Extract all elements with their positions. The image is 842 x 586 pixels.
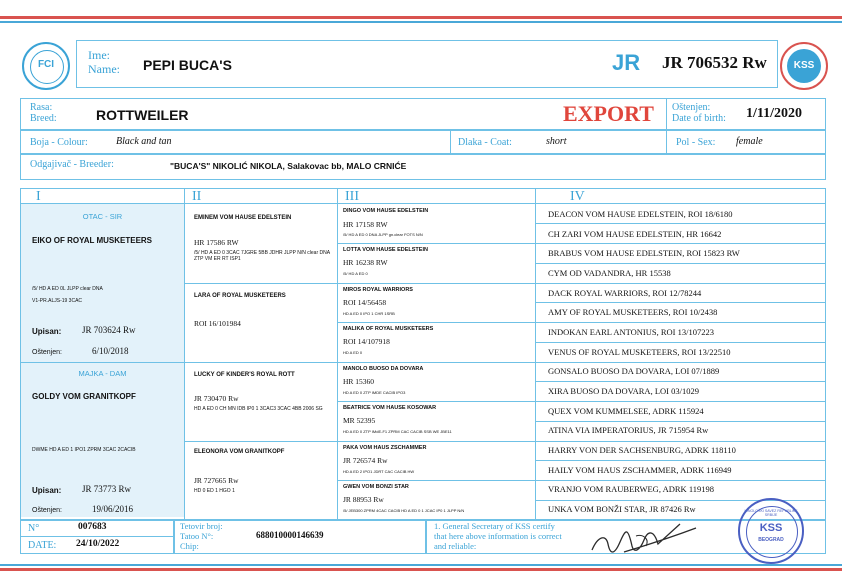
sire-health: /5/ HD A ED 0L JLPP clear DNA <box>32 286 103 292</box>
fci-logo-text: FCI <box>37 59 55 70</box>
colour-divider-1 <box>450 130 451 153</box>
gen3-reg-7: JR 726574 Rw <box>343 456 388 465</box>
column-header-3: III <box>345 189 359 204</box>
gen3-reg-3: ROI 14/56458 <box>343 298 387 307</box>
gen3-health-3: HD A ED 0 IPO 1 CHR 1SRB <box>343 311 395 316</box>
dam-reg-label: Upisan: <box>32 486 62 495</box>
jr-label: JR <box>612 50 641 75</box>
col-divider-3 <box>535 188 536 519</box>
sire-health-2: V1-PR.ALJS-19 3CAC <box>32 298 83 304</box>
gen3-name-5: MANOLO BUOSO DA DOVARA <box>343 366 424 372</box>
gen3-health-7: HD A ED 2 IPO1 JDRT CAC CACIB HW <box>343 469 415 474</box>
gen3-name-2: LOTTA VOM HAUSE EDELSTEIN <box>343 247 428 253</box>
sire-born: 6/10/2018 <box>92 346 129 356</box>
gen3-health-5: HD A ED 0 ZTP IMDE CACIB IPO3 <box>343 390 406 395</box>
footer-no-label: N° <box>28 523 40 534</box>
sire-dam-divider <box>20 362 825 363</box>
column-header-1: I <box>36 189 41 204</box>
gen4-entry-3: BRABUS VOM HAUSE EDELSTEIN, ROI 15823 RW <box>548 248 740 258</box>
stamp-kss: KSS <box>759 522 783 534</box>
gen4-divider-6 <box>535 421 825 422</box>
gen3-name-3: MIROS ROYAL WARRIORS <box>343 287 413 293</box>
gen4-divider-2 <box>535 263 825 264</box>
gen3-health-1: /5/ HD A ED 0 DNA JLPP gn.clear FOTS N/N <box>343 232 423 237</box>
coat-label: Dlaka - Coat: <box>458 137 512 148</box>
sire-born-label: Oštenjen: <box>32 349 62 356</box>
dam-health: DWME HD A ED 1 IPO1 ZPRM 3CAC 2CACIB <box>32 447 136 453</box>
footer-date: 24/10/2022 <box>76 539 120 549</box>
gen3-name-1: DINGO VOM HAUSE EDELSTEIN <box>343 208 429 214</box>
gen2-health-3: HD A ED 0 CH MN IDB IP0 1 3CAC3 3CAC 4BB 2006 SG <box>194 406 323 412</box>
breed-divider <box>666 98 667 129</box>
gen4-entry-9: GONSALO BUOSO DA DOVARA, LOI 07/1889 <box>548 366 720 376</box>
kss-logo-text: KSS <box>793 60 815 71</box>
gen3-health-4: HD A ED 0 <box>343 350 363 355</box>
sire-title: OTAC - SIR <box>82 212 123 221</box>
top-border-blue <box>0 21 842 23</box>
gen2-divider-1 <box>184 283 825 284</box>
top-border-red <box>0 16 842 19</box>
colour-value: Black and tan <box>116 136 172 147</box>
gen3-reg-4: ROI 14/107918 <box>343 337 390 346</box>
gen3-health-8: /5/ JEB300 ZPRM 4CAC CACIB HD A ED 0 1 JCAC IP0 1 JLPP N/N <box>343 508 465 513</box>
gen4-entry-13: HARRY VON DER SACHSENBURG, ADRK 118110 <box>548 445 736 455</box>
gen2-name-4: ELEONORA VOM GRANITKOPF <box>194 449 285 455</box>
name-label-1: Ime: <box>88 48 110 62</box>
gen4-divider-3 <box>535 302 825 303</box>
stamp-city: BEOGRAD <box>758 537 784 543</box>
chip-number: 688010000146639 <box>256 530 324 540</box>
gen4-entry-15: VRANJO VOM RAUBERWEG, ADRK 119198 <box>548 484 714 494</box>
signature-image <box>584 516 704 562</box>
dam-title: MAJKA - DAM <box>78 369 127 378</box>
gen4-entry-2: CH ZARI VOM HAUSE EDELSTEIN, HR 16642 <box>548 229 722 239</box>
gen2-reg-3: JR 730470 Rw <box>194 394 239 403</box>
column-header-4: IV <box>570 189 585 204</box>
gen4-entry-8: VENUS OF ROYAL MUSKETEERS, ROI 13/22510 <box>548 347 731 357</box>
gen3-divider-2 <box>337 322 825 323</box>
gen3-health-2: /5/ HD A ED 0 <box>343 271 368 276</box>
tattoo-label-2: Tatoo N°: <box>180 531 214 541</box>
stamp-org: KINOLOŠKI SAVEZ REPUBLIKE SRBIJE <box>744 509 798 517</box>
dob-value: 1/11/2020 <box>746 106 803 121</box>
parents-column-shade <box>21 204 184 517</box>
dam-born-label: Oštenjen: <box>32 507 62 514</box>
gen3-name-7: PAKA VOM HAUS ZSCHAMMER <box>343 445 427 451</box>
sex-label: Pol - Sex: <box>676 137 716 148</box>
cert-line-1: 1. General Secretary of KSS certify <box>434 521 555 531</box>
gen3-reg-1: HR 17158 RW <box>343 220 388 229</box>
dob-label-1: Oštenjen: <box>672 102 711 113</box>
breed-value: ROTTWEILER <box>96 107 189 123</box>
sire-reg-label: Upisan: <box>32 327 62 336</box>
registration-number: JR 706532 Rw <box>662 53 767 72</box>
dam-born: 19/06/2016 <box>92 504 134 514</box>
name-label-2: Name: <box>88 62 120 76</box>
cert-line-3: and reliable: <box>434 541 477 551</box>
gen4-divider-7 <box>535 460 825 461</box>
gen4-divider-1 <box>535 223 825 224</box>
gen4-divider-5 <box>535 381 825 382</box>
fci-logo <box>22 42 70 90</box>
col-divider-1 <box>184 188 185 519</box>
gen3-reg-2: HR 16238 RW <box>343 258 388 267</box>
breed-label-1: Rasa: <box>30 102 53 113</box>
gen3-reg-6: MR 52395 <box>343 416 376 425</box>
gen2-reg-1: HR 17586 RW <box>194 238 239 247</box>
footer-no: 007683 <box>78 522 107 532</box>
sex-value: female <box>736 136 763 147</box>
breeder-label: Odgajivač - Breeder: <box>30 159 114 170</box>
gen2-name-1: EMINEM VOM HAUSE EDELSTEIN <box>194 215 292 221</box>
bottom-border-blue <box>0 564 842 566</box>
gen3-divider-4 <box>337 480 825 481</box>
gen2-health-1: /5/ HD A ED 0 3CAC 7JGRE 5BB JDHR JLPP N/N clear DNA ZTP VM ER RT ISP1 <box>194 250 330 262</box>
export-stamp: EXPORT <box>563 101 654 126</box>
colour-divider-2 <box>666 130 667 153</box>
gen4-entry-16: UNKA VOM BONŽI STAR, JR 87426 Rw <box>548 504 696 514</box>
gen4-entry-4: CYM OD VADANDRA, HR 15538 <box>548 268 671 278</box>
sire-name: EIKO OF ROYAL MUSKETEERS <box>32 236 153 245</box>
gen2-name-2: LARA OF ROYAL MUSKETEERS <box>194 293 286 299</box>
gen2-reg-2: ROI 16/101984 <box>194 319 241 328</box>
tattoo-label-3: Chip: <box>180 541 199 551</box>
gen4-entry-14: HAILY VOM HAUS ZSCHAMMER, ADRK 116949 <box>548 465 732 475</box>
gen4-entry-6: AMY OF ROYAL MUSKETEERS, ROI 10/2438 <box>548 307 718 317</box>
dam-reg: JR 73773 Rw <box>82 484 132 494</box>
sire-reg: JR 703624 Rw <box>82 325 136 335</box>
gen4-divider-4 <box>535 342 825 343</box>
cert-line-2: that here above information is correct <box>434 531 562 541</box>
gen4-entry-1: DEACON VOM HAUSE EDELSTEIN, ROI 18/6180 <box>548 209 733 219</box>
dam-name: GOLDY VOM GRANITKOPF <box>32 392 136 401</box>
dog-name: PEPI BUCA'S <box>143 57 232 73</box>
gen4-entry-7: INDOKAN EARL ANTONIUS, ROI 13/107223 <box>548 327 714 337</box>
gen4-entry-10: XIRA BUOSO DA DOVARA, LOI 03/1029 <box>548 386 699 396</box>
breeder-row <box>20 154 826 180</box>
gen3-divider-3 <box>337 401 825 402</box>
breeder-value: "BUCA'S" NIKOLIĆ NIKOLA, Salakovac bb, MALO CRNIĆE <box>170 161 407 171</box>
kss-logo <box>780 42 828 90</box>
breed-label-2: Breed: <box>30 113 57 124</box>
gen2-reg-4: JR 727665 Rw <box>194 476 239 485</box>
gen3-name-6: BEATRICE VOM HAUSE KOSOWAR <box>343 405 437 411</box>
bottom-border-red <box>0 568 842 571</box>
gen3-reg-5: HR 15360 <box>343 377 375 386</box>
gen3-name-4: MALIKA OF ROYAL MUSKETEERS <box>343 326 434 332</box>
gen2-name-3: LUCKY OF KINDER'S ROYAL ROTT <box>194 372 295 378</box>
gen4-entry-5: DACK ROYAL WARRIORS, ROI 12/78244 <box>548 288 702 298</box>
coat-value: short <box>546 136 567 147</box>
gen2-health-4: HD 0 ED 1 HGO 1 <box>194 488 235 494</box>
dob-label-2: Date of birth: <box>672 113 726 124</box>
gen4-entry-12: ATINA VIA IMPERATORIUS, JR 715954 Rw <box>548 425 709 435</box>
gen2-divider-2 <box>184 441 825 442</box>
gen3-name-8: GWEN VOM BONZI STAR <box>343 484 409 490</box>
column-header-2: II <box>192 189 202 204</box>
gen3-health-6: HD A ED 0 ZTP IMdE-F1 ZPRM CAC CACIB SSB WE JBE11 <box>343 429 452 434</box>
gen4-entry-11: QUEX VOM KUMMELSEE, ADRK 115924 <box>548 406 704 416</box>
footer-number-divider <box>20 536 173 537</box>
colour-label: Boja - Colour: <box>30 137 88 148</box>
kss-stamp <box>738 498 804 564</box>
tattoo-label-1: Tetovir broj: <box>180 521 223 531</box>
gen3-reg-8: JR 88953 Rw <box>343 495 384 504</box>
column-header-line <box>20 203 825 204</box>
gen3-divider-1 <box>337 243 825 244</box>
footer-date-label: DATE: <box>28 540 57 551</box>
col-divider-2 <box>337 188 338 519</box>
